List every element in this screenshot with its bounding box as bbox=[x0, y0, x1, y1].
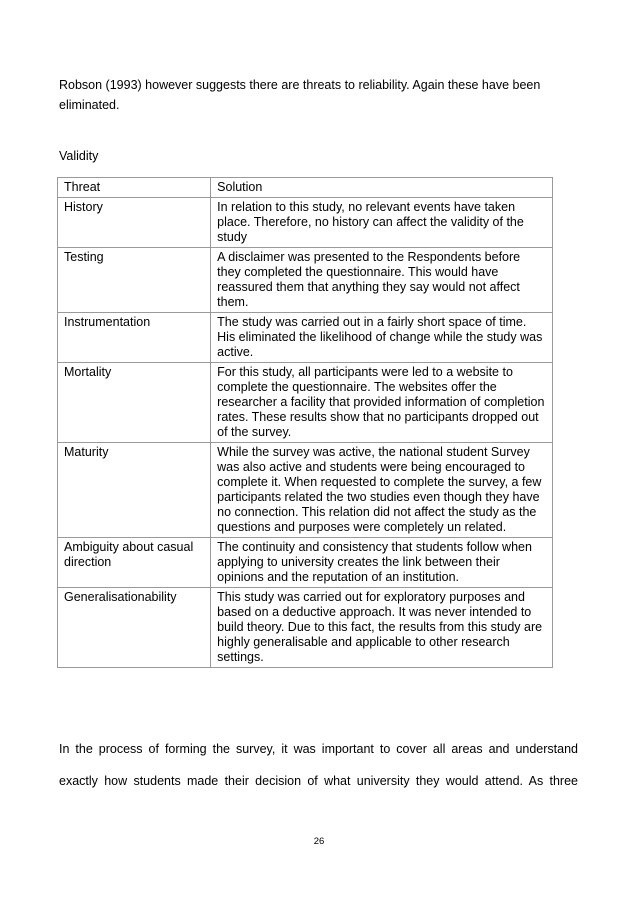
header-threat: Threat bbox=[58, 178, 211, 198]
table-row bbox=[58, 198, 553, 248]
closing-line-2: exactly how students made their decision of what university they would attend. As three bbox=[59, 774, 578, 788]
table-row bbox=[58, 588, 553, 668]
table-row bbox=[58, 248, 553, 313]
solution-cell: This study was carried out for exploratory purposes and based on a deductive approach. It was never intended to build theory. Due to this fact, the results from this study are highly generalisable and applicable to other research settings. bbox=[211, 588, 553, 668]
table-row bbox=[58, 443, 553, 538]
threat-cell: Testing bbox=[58, 248, 211, 313]
solution-cell: While the survey was active, the national student Survey was also active and students were being encouraged to complete it. When requested to complete the survey, a few participants related the two studies even though they have no connection. This relation did not affect the study as the questions and purposes were completely un related. bbox=[211, 443, 553, 538]
table-header-row bbox=[58, 178, 553, 198]
table-row bbox=[58, 538, 553, 588]
solution-cell: For this study, all participants were led to a website to complete the questionnaire. The websites offer the researcher a facility that provided information of completion rates. These results show that no participants dropped out of the survey. bbox=[211, 363, 553, 443]
threat-cell: Generalisationability bbox=[58, 588, 211, 668]
table-row bbox=[58, 313, 553, 363]
table-row bbox=[58, 363, 553, 443]
validity-heading: Validity bbox=[59, 149, 99, 163]
header-solution: Solution bbox=[211, 178, 553, 198]
threat-cell: History bbox=[58, 198, 211, 248]
threat-cell: Mortality bbox=[58, 363, 211, 443]
solution-cell: The study was carried out in a fairly short space of time. His eliminated the likelihood of change while the study was active. bbox=[211, 313, 553, 363]
threat-cell: Ambiguity about casual direction bbox=[58, 538, 211, 588]
solution-cell: In relation to this study, no relevant events have taken place. Therefore, no history can affect the validity of the study bbox=[211, 198, 553, 248]
validity-threats-table bbox=[57, 177, 553, 668]
solution-cell: A disclaimer was presented to the Respondents before they completed the questionnaire. This would have reassured them that anything they say would not affect them. bbox=[211, 248, 553, 313]
threat-cell: Instrumentation bbox=[58, 313, 211, 363]
intro-line-2: eliminated. bbox=[59, 98, 120, 112]
solution-cell: The continuity and consistency that students follow when applying to university creates the link between their opinions and the reputation of an institution. bbox=[211, 538, 553, 588]
closing-line-1: In the process of forming the survey, it was important to cover all areas and understand bbox=[59, 742, 578, 756]
page-number: 26 bbox=[313, 836, 325, 847]
intro-line-1: Robson (1993) however suggests there are threats to reliability. Again these have been bbox=[59, 78, 541, 92]
intro-paragraph bbox=[59, 75, 559, 115]
threat-cell: Maturity bbox=[58, 443, 211, 538]
